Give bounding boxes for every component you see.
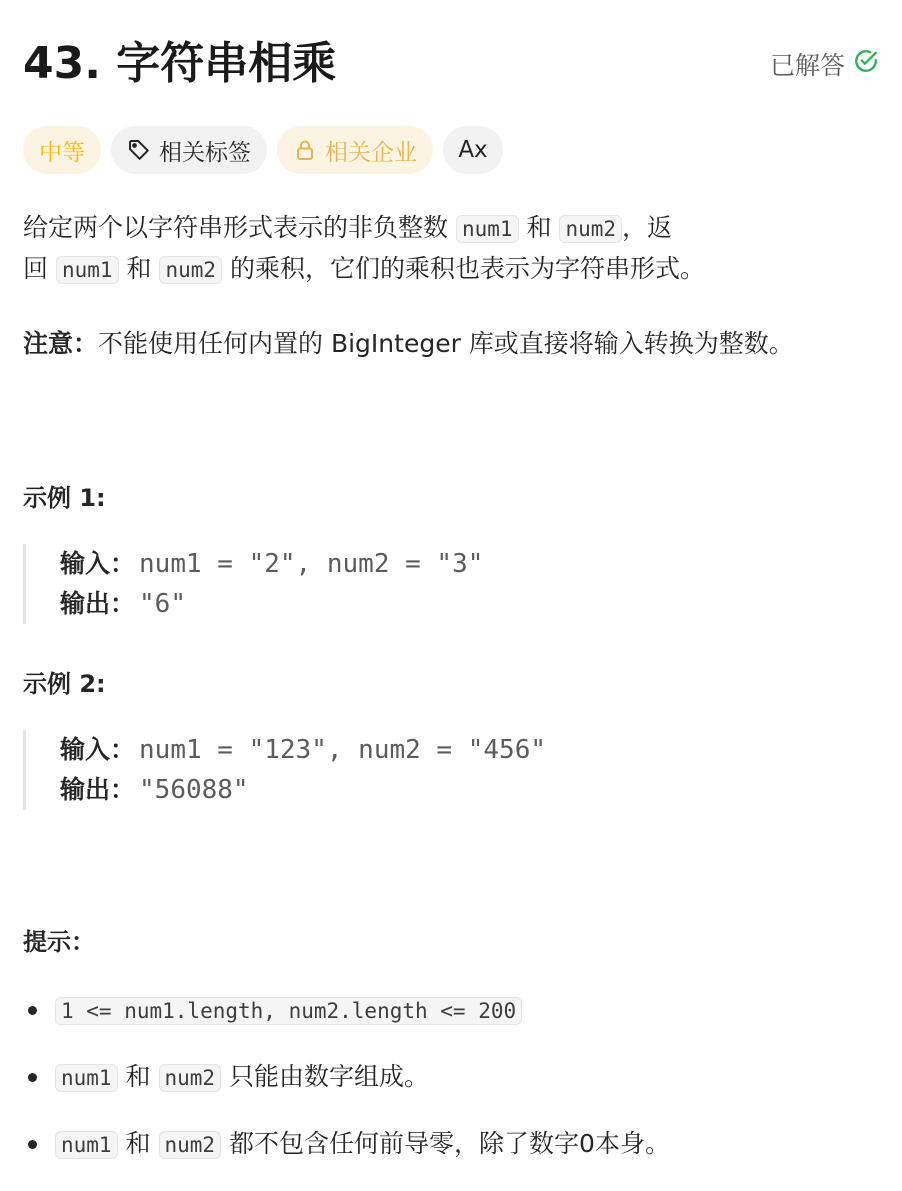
bullet-icon (28, 1140, 37, 1149)
hint-text: 都不包含任何前导零，除了数字0本身。 (229, 1129, 670, 1158)
problem-title: 43. 字符串相乘 (23, 38, 337, 89)
inline-code: num1 (55, 1064, 118, 1092)
note-text: 不能使用任何内置的 BigInteger 库或直接将输入转换为整数。 (98, 329, 794, 358)
hints-list (23, 990, 883, 1191)
list-item (23, 1124, 883, 1165)
description-line-1 (23, 208, 883, 249)
inline-code: num1 (56, 256, 119, 284)
example-output-line (60, 584, 483, 624)
input-value: num1 = "2", num2 = "3" (139, 549, 484, 579)
related-tags-label: 相关标签 (159, 139, 251, 166)
example-2-title: 示例 2: (23, 670, 106, 698)
difficulty-badge[interactable] (23, 126, 101, 174)
inline-code: num2 (159, 256, 222, 284)
example-1-title: 示例 1: (23, 484, 106, 512)
translate-button[interactable] (443, 126, 503, 174)
hint-text: 只能由数字组成。 (229, 1062, 430, 1091)
difficulty-label: 中等 (39, 139, 85, 166)
inline-code: num2 (159, 1064, 222, 1092)
input-label: 输入： (60, 549, 136, 578)
list-item (23, 990, 883, 1031)
translate-icon: Ax (458, 137, 488, 163)
description-text: 回 (23, 254, 49, 283)
related-tags-button[interactable] (111, 126, 267, 174)
solved-label: 已解答 (769, 51, 845, 80)
description-text: 的乘积，它们的乘积也表示为字符串形式。 (230, 254, 706, 283)
inline-code: 1 <= num1.length, num2.length <= 200 (55, 997, 522, 1025)
check-circle-icon (853, 48, 879, 80)
inline-code: num2 (559, 215, 622, 243)
problem-header (23, 34, 879, 94)
description-text: 给定两个以字符串形式表示的非负整数 (23, 213, 449, 242)
inline-code: num1 (55, 1131, 118, 1159)
solved-status (770, 46, 879, 82)
lock-icon (293, 138, 317, 162)
description-text: 和 (126, 254, 152, 283)
description-line-2 (23, 249, 883, 290)
tag-bar (23, 126, 503, 174)
list-item (23, 1057, 883, 1098)
output-value: "6" (139, 589, 186, 619)
description-paragraph (23, 208, 883, 290)
example-input-line (60, 544, 483, 584)
hint-text: 和 (125, 1062, 151, 1091)
example-output-line (60, 770, 546, 810)
hint-text: 和 (125, 1129, 151, 1158)
output-label: 输出： (60, 775, 136, 804)
hints-title: 提示： (23, 928, 95, 956)
bullet-icon (28, 1006, 37, 1015)
related-companies-label: 相关企业 (325, 139, 417, 166)
tag-icon (127, 138, 151, 162)
note-paragraph (23, 324, 883, 364)
example-2-block (23, 730, 546, 810)
output-value: "56088" (139, 775, 249, 805)
inline-code: num1 (456, 215, 519, 243)
input-label: 输入： (60, 735, 136, 764)
input-value: num1 = "123", num2 = "456" (139, 735, 547, 765)
output-label: 输出： (60, 589, 136, 618)
bullet-icon (28, 1073, 37, 1082)
example-input-line (60, 730, 546, 770)
description-text: 和 (526, 213, 552, 242)
inline-code: num2 (159, 1131, 222, 1159)
example-1-block (23, 544, 483, 624)
description-text: ，返 (622, 213, 673, 242)
related-companies-button[interactable] (277, 126, 433, 174)
note-label: 注意： (23, 329, 99, 358)
